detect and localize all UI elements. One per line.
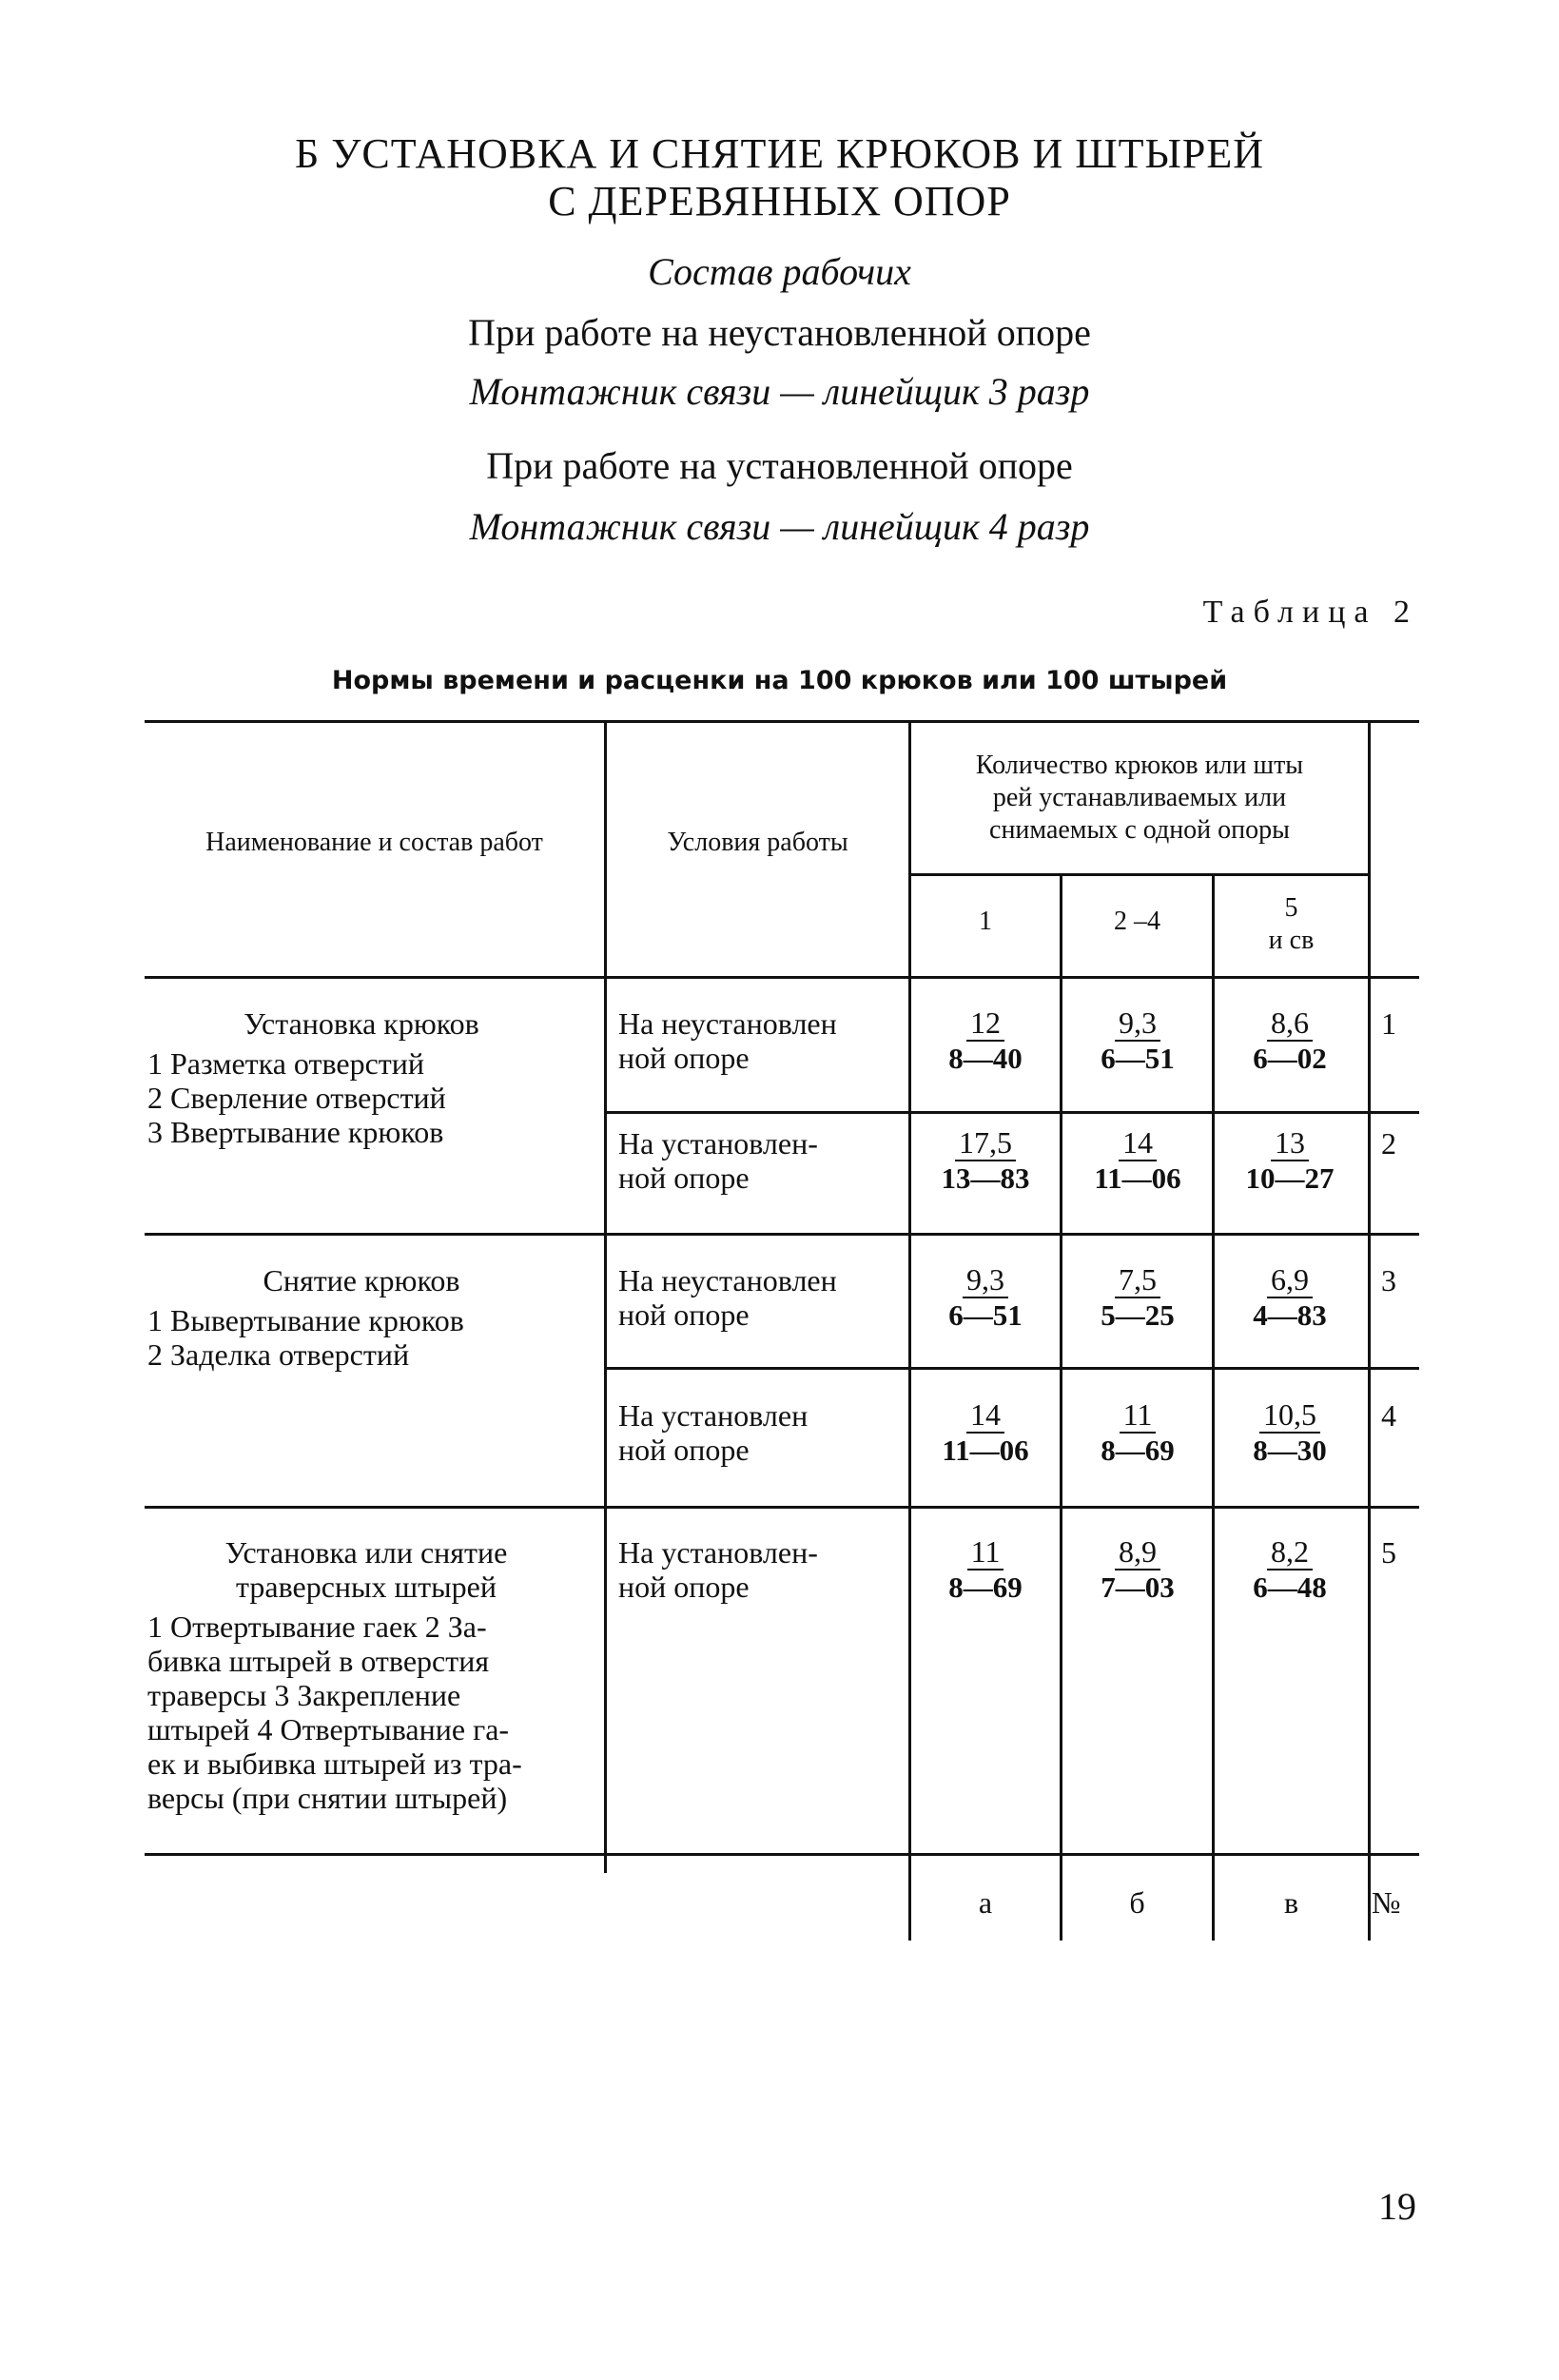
footer-col-a: а [978, 1885, 993, 1920]
row-2-col-3: $\frac{13}{10—27}$ [1245, 1125, 1335, 1195]
header-col-1: 1 [979, 907, 992, 936]
row-2-col-2: $\frac{14}{11—06}$ [1094, 1125, 1181, 1195]
row-1-col-3: $\frac{8,6}{6—02}$ [1253, 1005, 1327, 1075]
row-1-number: 1 [1381, 1006, 1396, 1041]
row-2-number: 2 [1381, 1126, 1396, 1161]
row-5-col-3: $\frac{8,2}{6—48}$ [1253, 1534, 1327, 1604]
case1-label: При работе на неустановленной опоре [468, 311, 1091, 354]
row-1-conditions: На неустановлен ной опоре [618, 1006, 837, 1075]
row-5-col-2: $\frac{8,9}{7—03}$ [1101, 1534, 1175, 1604]
row-2-col-1: $\frac{17,5}{13—83}$ [941, 1125, 1030, 1195]
case2-worker: Монтажник связи — линейщик 4 разр [469, 505, 1090, 548]
case1-worker: Монтажник связи — линейщик 3 разр [469, 370, 1090, 413]
footer-col-no: № [1372, 1885, 1401, 1920]
header-conditions: Условия работы [667, 828, 848, 857]
footer-col-c: в [1283, 1885, 1299, 1920]
row-3-col-1: $\frac{9,3}{6—51}$ [948, 1262, 1023, 1332]
header-work: Наименование и состав работ [205, 828, 543, 857]
row-4-col-3: $\frac{10,5}{8—30}$ [1253, 1397, 1327, 1467]
header-col-2-4: 2 –4 [1114, 907, 1160, 936]
section-title-line1: Б УСТАНОВКА И СНЯТИЕ КРЮКОВ И ШТЫРЕЙ [295, 130, 1264, 177]
crew-title: Состав рабочих [648, 250, 911, 293]
row-4-col-1: $\frac{14}{11—06}$ [942, 1397, 1029, 1467]
row-3-col-3: $\frac{6,9}{4—83}$ [1253, 1262, 1327, 1332]
footer-col-b: б [1129, 1885, 1145, 1920]
header-col-5: 5 и св [1268, 893, 1315, 955]
row-4-conditions: На установлен ной опоре [618, 1398, 809, 1467]
row-4-number: 4 [1381, 1398, 1396, 1433]
group-install-hooks: Установка крюков 1 Разметка отверстий 2 Сверление отверстий 3 Ввертывание крюков [147, 1006, 479, 1149]
group-remove-hooks: Снятие крюков 1 Вывертывание крюков 2 Заделка отверстий [147, 1263, 464, 1372]
page-number: 19 [1378, 2185, 1416, 2228]
row-2-conditions: На установлен- ной опоре [618, 1126, 818, 1195]
section-title-line2: С ДЕРЕВЯННЫХ ОПОР [548, 178, 1011, 224]
table-caption: Нормы времени и расценки на 100 крюков или 100 штырей [331, 666, 1228, 695]
row-4-col-2: $\frac{11}{8—69}$ [1101, 1397, 1175, 1467]
row-3-number: 3 [1381, 1263, 1396, 1297]
row-3-conditions: На неустановлен ной опоре [618, 1263, 837, 1332]
table-number: Таблица 2 [1202, 595, 1418, 630]
group-install-remove-pins: Установка или снятие траверсных штырей 1 Отвертывание гаек 2 За- бивка штырей в отверстия траверсы 3 Закрепление штырей 4 Отвертывание га- ек и выбивка штырей из тра- версы (при снятии штырей) [147, 1535, 522, 1815]
row-1-col-2: $\frac{9,3}{6—51}$ [1101, 1005, 1175, 1075]
row-3-col-2: $\frac{7,5}{5—25}$ [1101, 1262, 1175, 1332]
row-1-col-1: $\frac{12}{8—40}$ [948, 1005, 1023, 1075]
row-5-number: 5 [1381, 1535, 1396, 1570]
row-5-conditions: На установлен- ной опоре [618, 1535, 818, 1604]
row-5-col-1: $\frac{11}{8—69}$ [948, 1534, 1023, 1604]
case2-label: При работе на установленной опоре [486, 444, 1073, 487]
header-quantity: Количество крюков или шты рей устанавливаемых или снимаемых с одной опоры [975, 751, 1304, 845]
